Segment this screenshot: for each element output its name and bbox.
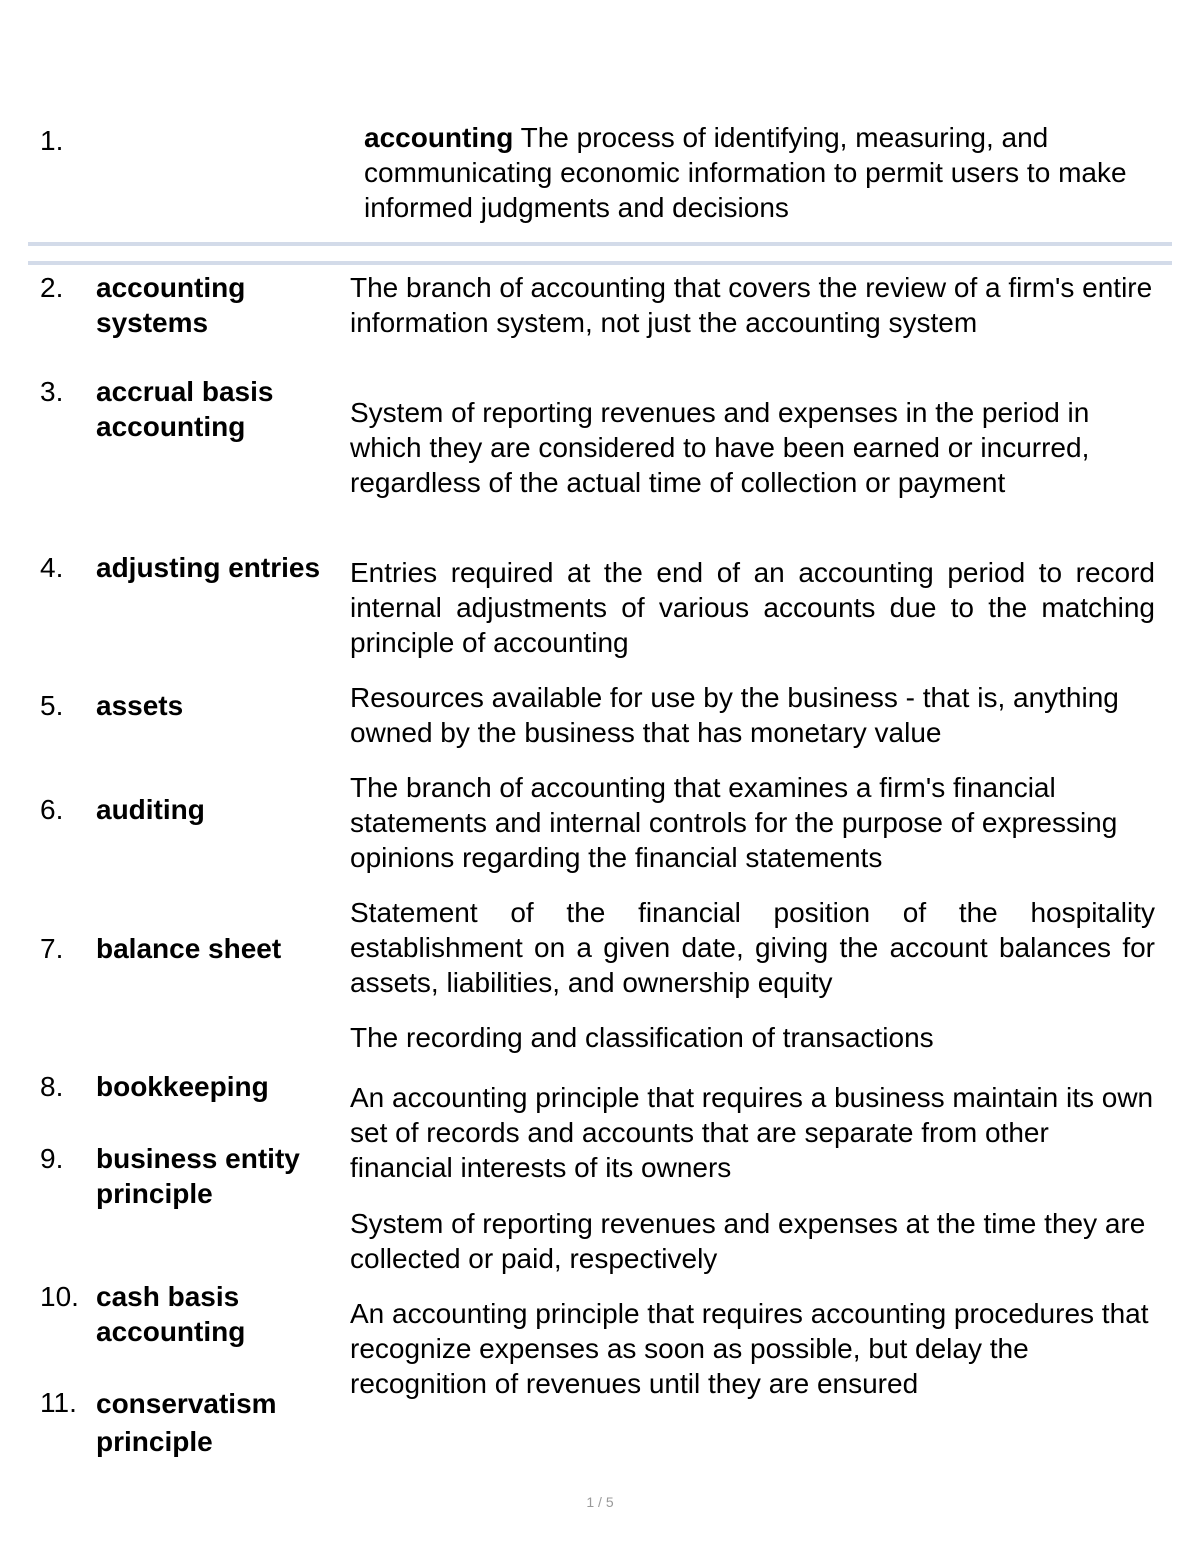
page-indicator: 1 / 5	[586, 1494, 614, 1510]
entry-definition: Statement of the financial position of the hospitality establishment on a given date, giving the account balances for assets, liabilities, and ownership equity	[350, 897, 1155, 998]
entry-number: 7.	[40, 933, 64, 964]
divider-line	[28, 261, 1172, 265]
entry-term: accounting systems	[96, 272, 246, 338]
divider-line	[28, 242, 1172, 246]
entry-term: adjusting entries	[96, 552, 321, 583]
entry-number: 4.	[40, 552, 64, 583]
entry-1-text	[364, 120, 1154, 225]
entry-term: assets	[96, 690, 184, 721]
entry-term: balance sheet	[96, 933, 282, 964]
entry-number: 3.	[40, 376, 64, 407]
entry-term: auditing	[96, 794, 205, 825]
entry-number: 9.	[40, 1143, 64, 1174]
entry-term: bookkeeping	[96, 1071, 269, 1102]
entry-term: accrual basis accounting	[96, 376, 274, 442]
entry-term: cash basis accounting	[96, 1281, 246, 1347]
entry-number: 8.	[40, 1071, 64, 1102]
entry-number: 11.	[40, 1387, 77, 1418]
entry-definition: System of reporting revenues and expenses at the time they are collected or paid, respectively	[350, 1208, 1146, 1274]
entry-definition: An accounting principle that requires a business maintain its own set of records and accounts that are separate from other financial interests of its owners	[350, 1082, 1154, 1183]
entry-term: conservatism principle	[96, 1388, 277, 1457]
entry-term: business entity principle	[96, 1143, 300, 1209]
entry-definition: An accounting principle that requires accounting procedures that recognize expenses as soon as possible, but delay the recognition of revenues until they are ensured	[350, 1298, 1149, 1399]
entry-definition: The branch of accounting that examines a firm's financial statements and internal controls for the purpose of expressing opinions regarding the financial statements	[350, 772, 1118, 873]
entry-number: 2.	[40, 272, 64, 303]
entry-definition: System of reporting revenues and expenses in the period in which they are considered to have been earned or incurred, regardless of the actual time of collection or payment	[350, 397, 1090, 498]
entry-number: 5.	[40, 690, 64, 721]
entry-number: 6.	[40, 794, 64, 825]
entry-definition: The branch of accounting that covers the review of a firm's entire information system, not just the accounting system	[350, 272, 1153, 338]
entry-number: 1.	[40, 125, 64, 156]
entry-definition: Entries required at the end of an accounting period to record internal adjustments of various accounts due to the matching principle of accounting	[350, 557, 1155, 658]
entry-term: accounting	[364, 122, 514, 153]
entry-definition: The process of identifying, measuring, and communicating economic information to permit users to make informed judgments and decisions	[364, 122, 1127, 223]
entry-definition: The recording and classification of transactions	[350, 1022, 934, 1053]
entry-number: 10.	[40, 1281, 79, 1312]
entry-definition: Resources available for use by the business - that is, anything owned by the business that has monetary value	[350, 682, 1119, 748]
